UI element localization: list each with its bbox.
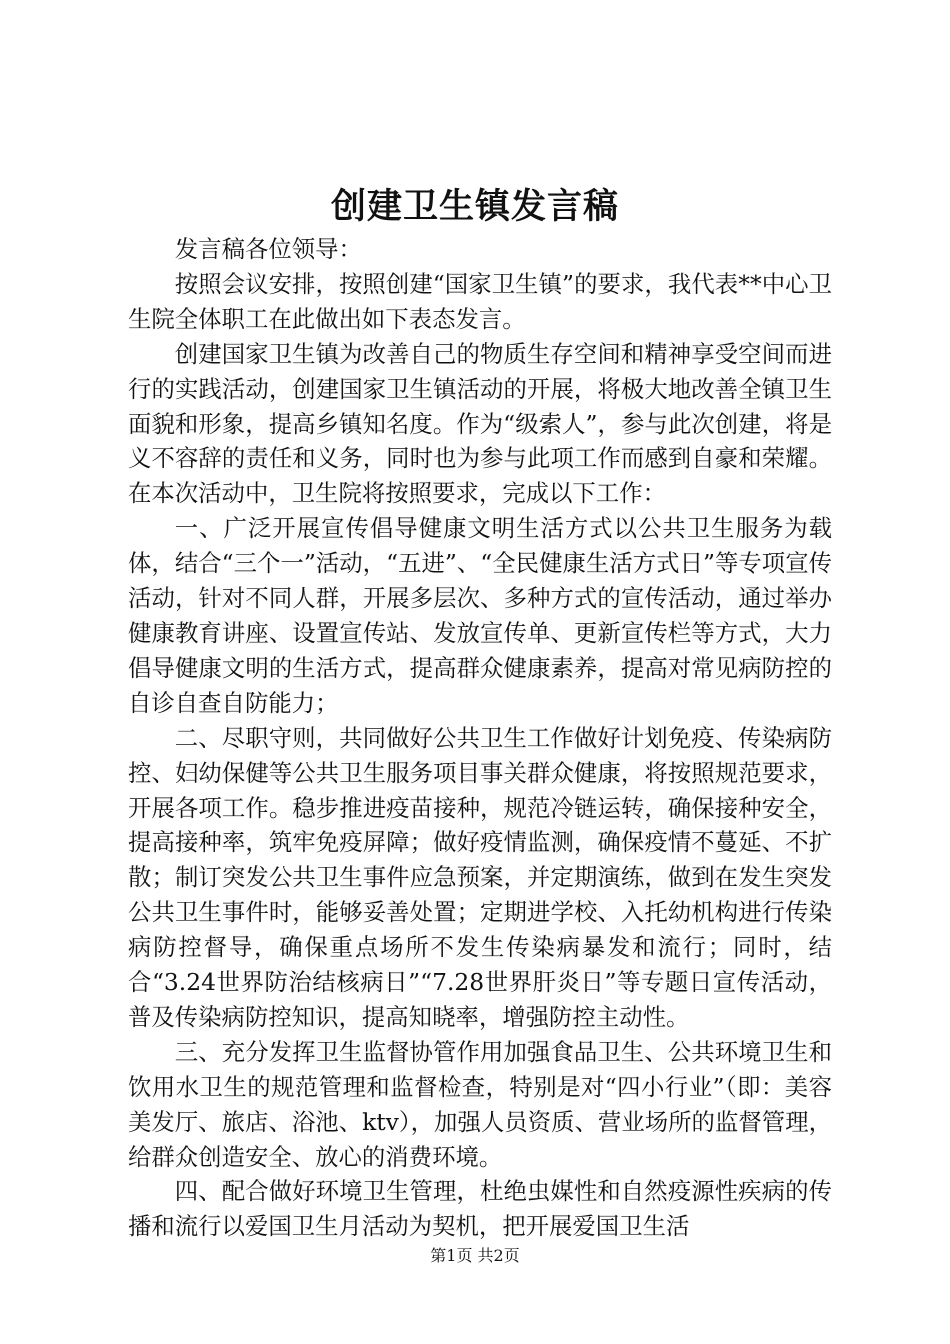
body-paragraph: 四、配合做好环境卫生管理，杜绝虫媒性和自然疫源性疾病的传播和流行以爱国卫生月活动为契机，把开展爱国卫生活 (128, 1177, 832, 1241)
document-title: 创建卫生镇发言稿 (330, 186, 619, 227)
body-paragraph: 三、充分发挥卫生监督协管作用加强食品卫生、公共环境卫生和饮用水卫生的规范管理和监督检查，特别是对“四小行业”（即：美容美发厅、旅店、浴池、ktv），加强人员资质、营业场所的监督管理，给群众创造安全、放心的消费环境。 (128, 1037, 832, 1171)
document-body (128, 232, 832, 1244)
body-paragraph: 一、广泛开展宣传倡导健康文明生活方式以公共卫生服务为载体，结合“三个一”活动，“五进”、“全民健康生活方式日”等专项宣传活动，针对不同人群，开展多层次、多种方式的宣传活动，通过举办健康教育讲座、设置宣传站、发放宣传单、更新宣传栏等方式，大力倡导健康文明的生活方式，提高群众健康素养，提高对常见病防控的自诊自查自防能力； (128, 514, 832, 717)
body-paragraph: 创建国家卫生镇为改善自己的物质生存空间和精神享受空间而进行的实践活动，创建国家卫生镇活动的开展，将极大地改善全镇卫生面貌和形象，提高乡镇知名度。作为“级索人”，参与此次创建，将是义不容辞的责任和义务，同时也为参与此项工作而感到自豪和荣耀。在本次活动中，卫生院将按照要求，完成以下工作： (128, 339, 832, 508)
body-paragraph: 二、尽职守则，共同做好公共卫生工作做好计划免疫、传染病防控、妇幼保健等公共卫生服务项目事关群众健康，将按照规范要求，开展各项工作。稳步推进疫苗接种，规范冷链运转，确保接种安全，提高接种率，筑牢免疫屏障；做好疫情监测，确保疫情不蔓延、不扩散；制订突发公共卫生事件应急预案，并定期演练，做到在发生突发公共卫生事件时，能够妥善处置；定期进学校、入托幼机构进行传染病防控督导，确保重点场所不发生传染病暴发和流行；同时，结合“3.24世界防治结核病日”“7.28世界肝炎日”等专题日宣传活动，普及传染病防控知识，提高知晓率，增强防控主动性。 (128, 723, 832, 1031)
page-number-footer: 第1页 共2页 (430, 1246, 520, 1265)
salutation-paragraph: 发言稿各位领导： (174, 235, 362, 263)
body-paragraph: 按照会议安排，按照创建“国家卫生镇”的要求，我代表**中心卫生院全体职工在此做出如下表态发言。 (128, 269, 832, 333)
